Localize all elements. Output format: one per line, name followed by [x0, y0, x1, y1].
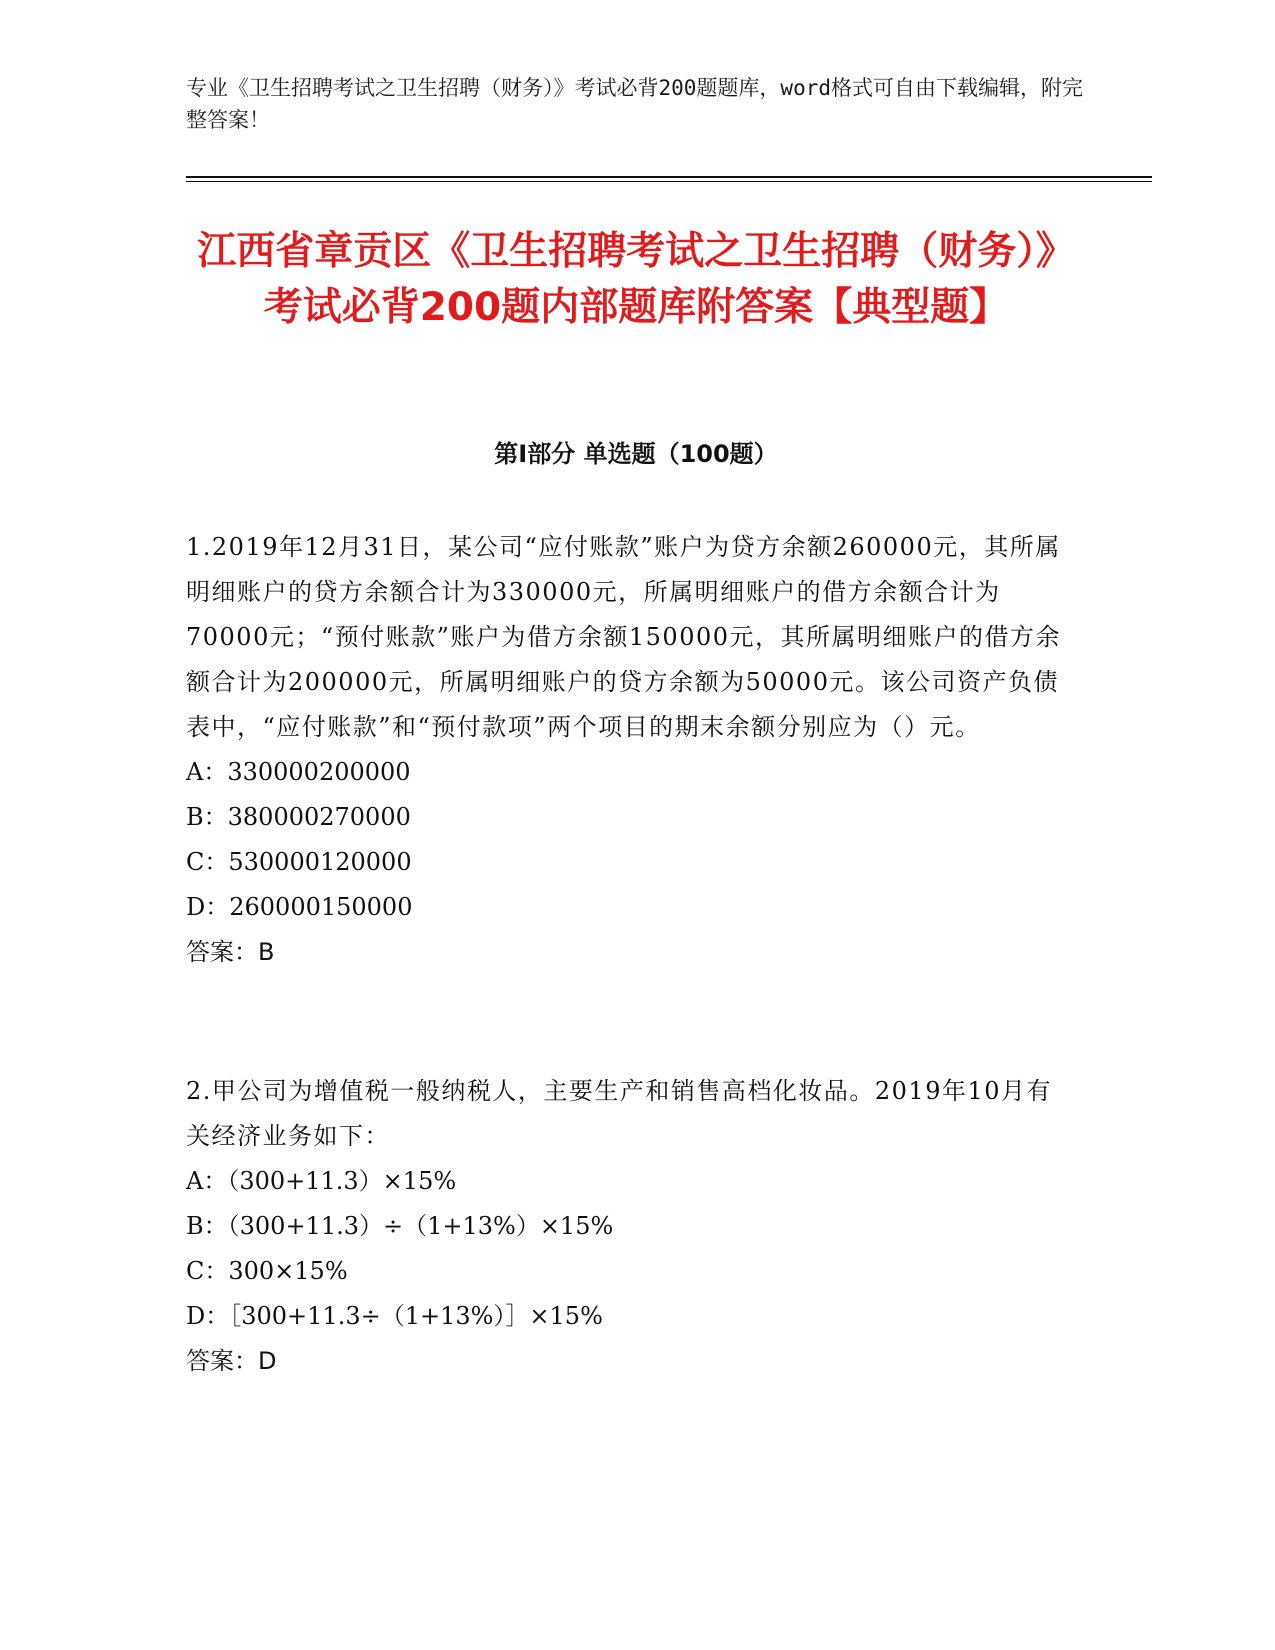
header-note: 专业《卫生招聘考试之卫生招聘（财务）》考试必背200题题库，word格式可自由下载编辑，附完整答案！: [186, 76, 1083, 132]
option-c: C：530000120000: [186, 848, 412, 876]
question-1: [186, 525, 1076, 975]
header-divider-thin: [186, 181, 1152, 182]
question-2: [186, 1069, 1076, 1384]
option-a: A：（300+11.3）×15%: [186, 1167, 457, 1195]
document-title: 江西省章贡区《卫生招聘考试之卫生招聘（财务）》考试必背200题内部题库附答案【典型题】: [197, 229, 1075, 330]
option-c: C：300×15%: [186, 1257, 348, 1285]
question-stem: 2.甲公司为增值税一般纳税人，主要生产和销售高档化妆品。2019年10月有关经济业务如下：: [186, 1077, 1053, 1150]
option-d: D：260000150000: [186, 893, 413, 921]
option-a: A：330000200000: [186, 758, 411, 786]
header-divider-thick: [186, 176, 1152, 178]
option-b: B：380000270000: [186, 803, 411, 831]
answer-line: 答案：D: [186, 1347, 277, 1375]
question-stem: 1.2019年12月31日，某公司“应付账款”账户为贷方余额260000元，其所属明细账户的贷方余额合计为330000元，所属明细账户的借方余额合计为70000元；“预付账款”账户为借方余额150000元，其所属明细账户的借方余额合计为200000元，所属明细账户的贷方余额为50000元。该公司资产负债表中，“应付账款”和“预付款项”两个项目的期末余额分别应为（）元。: [186, 533, 1062, 741]
answer-line: 答案：B: [186, 938, 275, 966]
option-d: D：［300+11.3÷（1+13%）］×15%: [186, 1302, 603, 1330]
section-heading: 第Ⅰ部分 单选题（100题）: [494, 440, 778, 468]
option-b: B：（300+11.3）÷（1+13%）×15%: [186, 1212, 614, 1240]
